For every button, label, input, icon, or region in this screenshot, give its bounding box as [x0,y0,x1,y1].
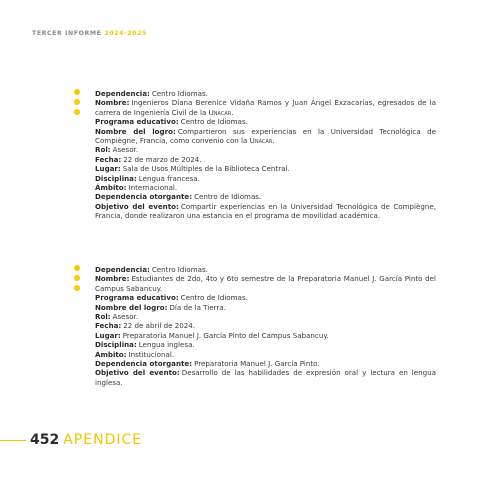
page-number: 452 [30,432,60,448]
field-logro: Nombre del logro: Compartieron sus experiencias en la Universidad Tecnológica de Compiègne, Francia, como convenio con la Unacar. [95,126,436,146]
field-objetivo: Objetivo del evento: Compartir experiencias en la Universidad Tecnológica de Compiègne, Francia, donde realizaron una estancia en el programa de movilidad académica. [95,201,436,221]
bullet-dot-icon [74,265,80,271]
bullet-group [74,265,82,294]
field-nombre: Nombre: Ingenieros Diana Berenice Vidaña Ramos y Juan Ángel Exzacarías, egresados de la carrera de Ingeniería Civil de la Unacar. [95,98,436,117]
entry-card [95,89,436,221]
field-rol: Rol: Asesor. [95,145,139,155]
org-name: Unacar [249,136,273,146]
field-ambito: Ámbito: Institucional. [95,349,175,359]
bullet-dot-icon [74,89,80,95]
bullet-group [74,89,82,118]
page-footer [30,432,142,448]
field-fecha: Fecha: 22 de abril de 2024. [95,321,196,331]
section-title: APENDICE [63,432,143,448]
field-lugar: Lugar: Sala de Usos Múltiples de la Biblioteca Central. [95,164,290,174]
header-years: 2024-2025 [104,30,147,37]
field-disciplina: Disciplina: Lengua inglesa. [95,340,195,350]
field-nombre: Nombre: Estudiantes de 2do, 4to y 6to semestre de la Preparatoria Manuel J. García Pinto del Campus Sabancuy. [95,274,436,293]
running-header [32,30,147,37]
field-programa: Programa educativo: Centro de Idiomas. [95,293,248,303]
field-programa: Programa educativo: Centro de Idiomas. [95,117,248,127]
bullet-dot-icon [74,275,80,281]
field-dependencia: Dependencia: Centro Idiomas. [95,265,208,274]
field-logro: Nombre del logro: Día de la Tierra. [95,302,226,312]
field-disciplina: Disciplina: Lengua francesa. [95,173,200,183]
field-otorgante: Dependencia otorgante: Preparatoria Manuel J. García Pinto. [95,359,320,369]
field-dependencia: Dependencia: Centro Idiomas. [95,89,208,98]
bullet-dot-icon [74,285,80,291]
footer-accent-rule [0,440,26,441]
org-name: Unacar [208,107,232,117]
field-otorgante: Dependencia otorgante: Centro de Idiomas. [95,192,262,202]
field-ambito: Ámbito: Internacional. [95,183,178,193]
field-rol: Rol: Asesor. [95,312,139,322]
bullet-dot-icon [74,99,80,105]
header-title: TERCER INFORME [32,30,102,37]
bullet-dot-icon [74,109,80,115]
entry-card [95,265,436,387]
field-lugar: Lugar: Preparatoria Manuel J. García Pinto del Campus Sabancuy. [95,330,329,340]
field-fecha: Fecha: 22 de marzo de 2024. [95,154,202,164]
field-objetivo: Objetivo del evento: Desarrollo de las habilidades de expresión oral y lectura en lengua inglesa. [95,368,436,387]
